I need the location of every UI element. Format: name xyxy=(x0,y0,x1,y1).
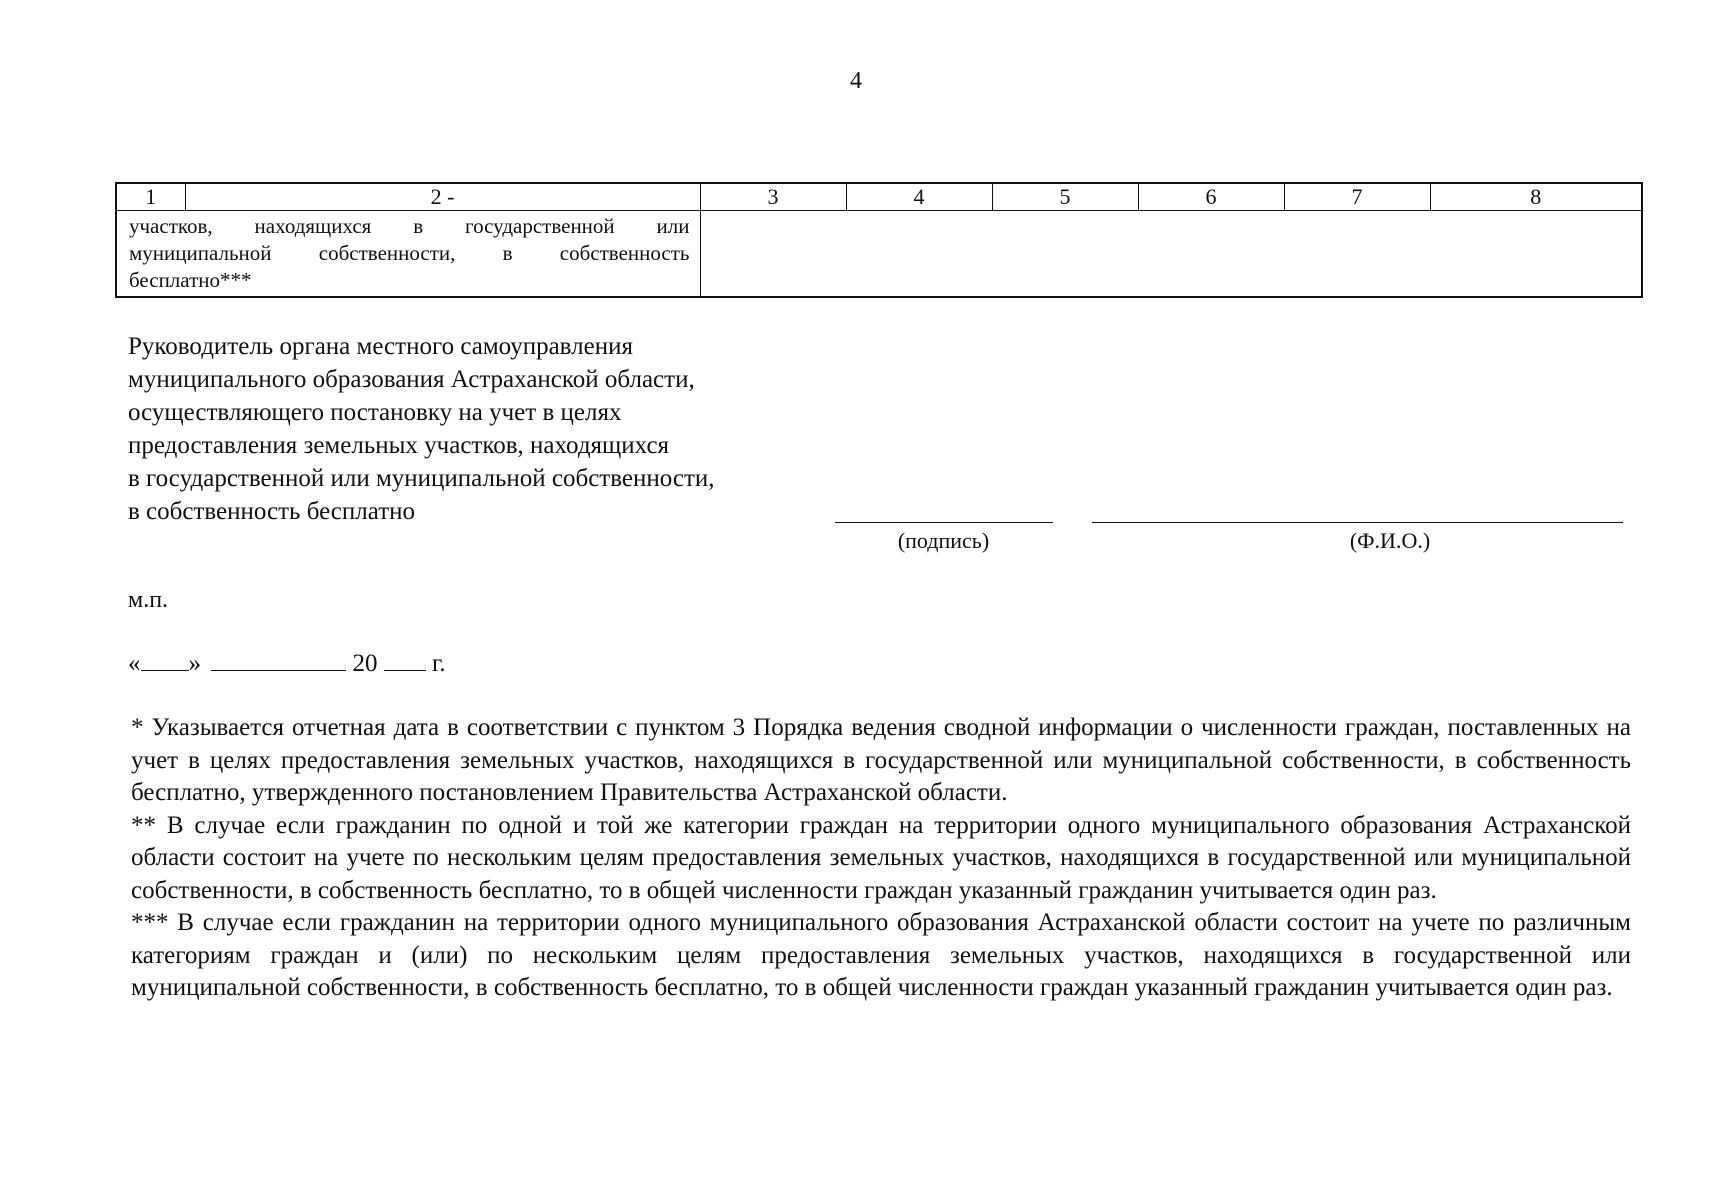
footnote: *** В случае если гражданин на территории одного муниципального образования Астраханской области состоит на учете по различным категориям граждан и (или) по нескольким целям предоставления земельных участков, находящихся в государственной или муниципальной собственности, в собственность бесплатно, то в общей численности граждан указанный гражданин учитывается один раз. xyxy=(131,909,1631,1001)
year-suffix: г. xyxy=(432,650,446,677)
stamp-mark: м.п. xyxy=(128,587,169,613)
table-header-cell: 7 xyxy=(1284,183,1430,211)
table-header-row xyxy=(116,183,1642,211)
footnote: ** В случае если гражданин по одной и той же категории граждан на территории одного муниципального образования Астраханской области состоит на учете по нескольким целям предоставления земельных участков, находящихся в государственной или муниципальной собственности, в собственность бесплатно, то в общей численности граждан указанный гражданин учитывается один раз. xyxy=(131,811,1631,904)
official-line: осуществляющего постановку на учет в целях xyxy=(128,399,622,426)
date-close-quote: » xyxy=(188,650,201,677)
date-field xyxy=(128,648,446,678)
year-prefix: 20 xyxy=(352,650,378,677)
table-header-cell: 2 - xyxy=(185,183,700,211)
official-line: в собственность бесплатно xyxy=(128,498,416,525)
official-line: в государственной или муниципальной собственности, xyxy=(128,465,715,492)
month-blank xyxy=(211,648,346,671)
table-row xyxy=(116,211,1642,298)
table-header-cell: 8 xyxy=(1430,183,1642,211)
table-header-cell: 5 xyxy=(992,183,1138,211)
data-table xyxy=(115,182,1643,298)
signature-label: (подпись) xyxy=(897,528,990,553)
table-row-label: участков, находящихся в государственной или муниципальной собственности, в собственность бесплатно*** xyxy=(116,211,700,298)
official-line: предоставления земельных участков, находящихся xyxy=(128,432,670,459)
footnotes xyxy=(131,712,1631,1005)
year-blank xyxy=(384,648,426,671)
full-name-line xyxy=(1092,522,1623,523)
official-line: муниципального образования Астраханской области, xyxy=(128,366,695,393)
official-line: Руководитель органа местного самоуправления xyxy=(128,333,633,360)
page-number: 4 xyxy=(850,68,862,94)
date-open-quote: « xyxy=(128,650,141,677)
table-header-cell: 3 xyxy=(700,183,846,211)
official-block xyxy=(128,330,715,528)
day-blank xyxy=(141,648,189,671)
footnote: * Указывается отчетная дата в соответствии с пунктом 3 Порядка ведения сводной информации о численности граждан, поставленных на учет в целях предоставления земельных участков, находящихся в государственной или муниципальной собственности, в собственность бесплатно, утвержденного постановлением Правительства Астраханской области. xyxy=(131,714,1631,806)
table-header-cell: 1 xyxy=(116,183,185,211)
table-row-values-cell xyxy=(700,211,1642,298)
table-header-cell: 4 xyxy=(846,183,992,211)
signature-line xyxy=(835,522,1053,523)
full-name-label: (Ф.И.О.) xyxy=(1349,528,1431,553)
table-header-cell: 6 xyxy=(1138,183,1284,211)
